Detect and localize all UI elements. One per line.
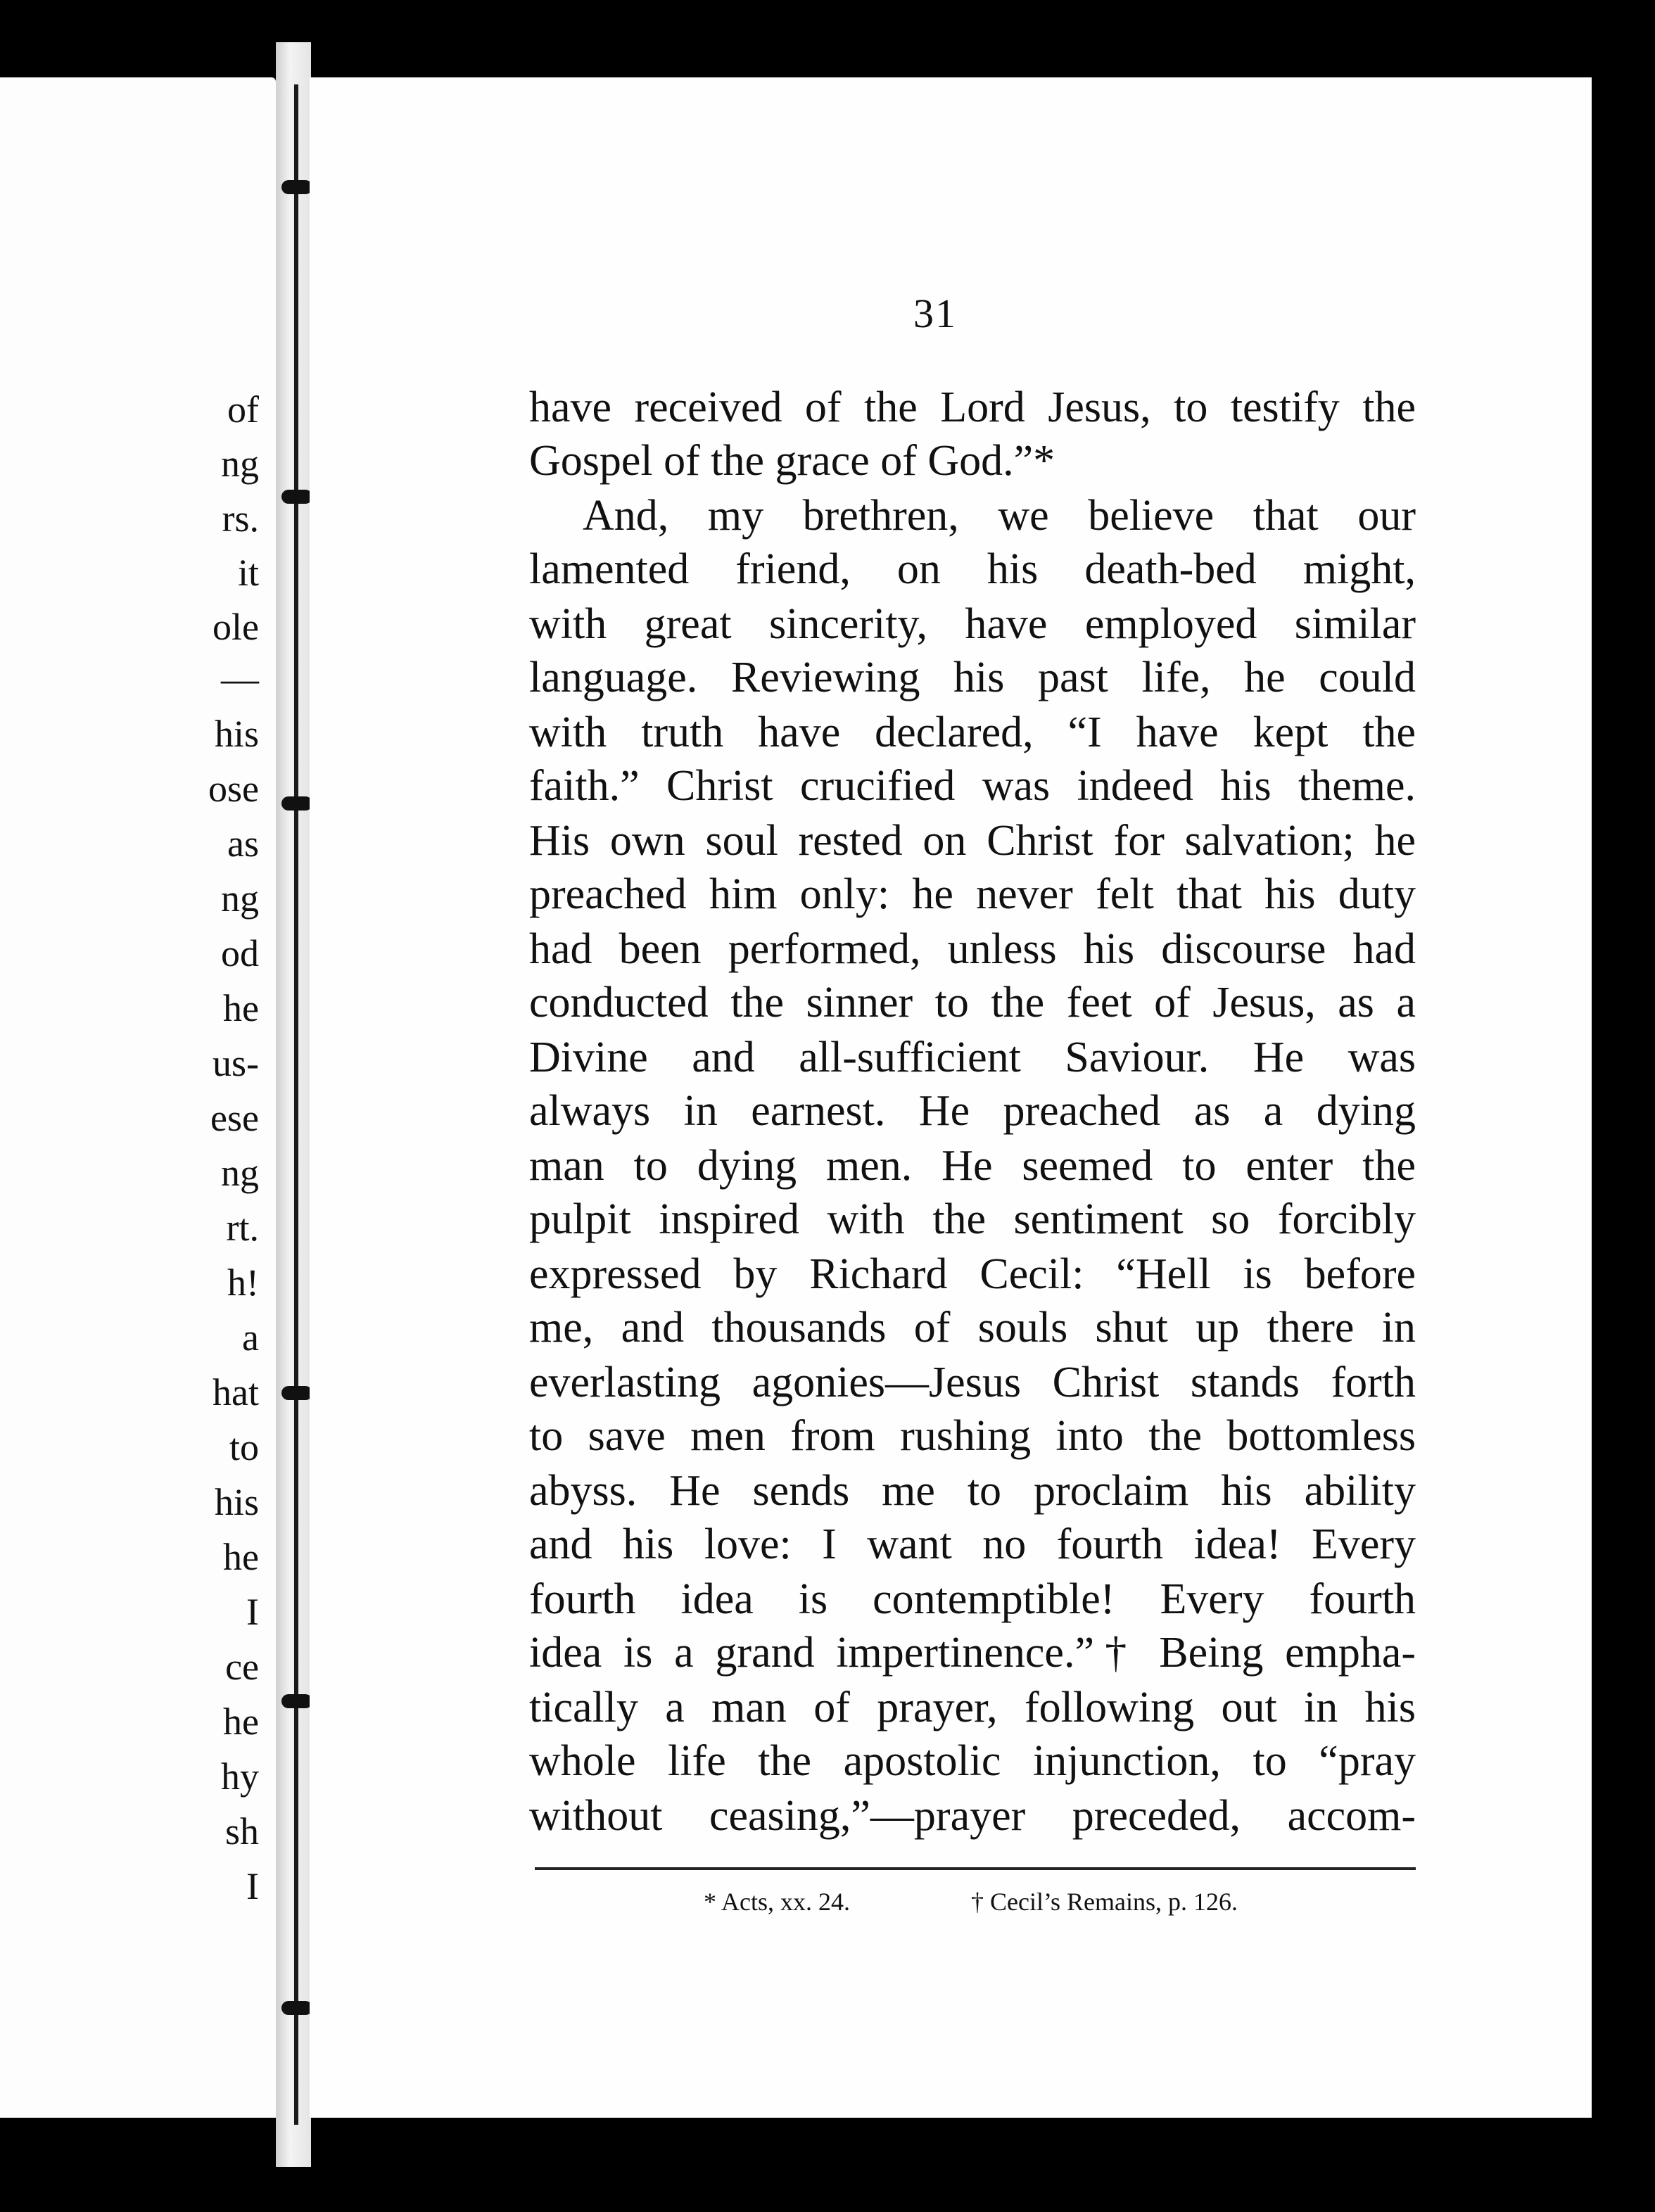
text-line: Gospel of the grace of God.”*	[529, 437, 1055, 485]
page-number: 31	[913, 291, 957, 336]
text-line: abyss. He sends me to proclaim his ability	[529, 1467, 1416, 1515]
left-text-fragment: ng	[221, 443, 259, 485]
left-text-fragment: to	[229, 1426, 259, 1468]
left-text-fragment: hat	[213, 1371, 259, 1413]
left-text-fragment: us-	[213, 1042, 259, 1084]
binding-stitch	[281, 1694, 312, 1708]
text-line: pulpit inspired with the sentiment so forcibly	[529, 1195, 1416, 1243]
text-line: always in earnest. He preached as a dying	[529, 1087, 1416, 1135]
left-text-fragment: sh	[224, 1810, 259, 1852]
scan-border	[1592, 0, 1655, 2212]
left-text-fragment: ole	[213, 606, 259, 648]
text-line: have received of the Lord Jesus, to testify the	[529, 383, 1416, 431]
left-text-fragment: I	[246, 1865, 259, 1907]
text-line: with great sincerity, have employed similar	[529, 600, 1416, 648]
text-line: with truth have declared, “I have kept the	[529, 708, 1416, 756]
left-text-fragment: rs.	[222, 497, 259, 540]
left-text-fragment: h!	[227, 1261, 259, 1304]
binding-spine	[294, 84, 298, 2125]
text-line: lamented friend, on his death-bed might,	[529, 545, 1416, 593]
left-text-fragment: rt.	[226, 1207, 259, 1249]
left-text-fragment: he	[223, 987, 259, 1029]
text-line: man to dying men. He seemed to enter the	[529, 1142, 1416, 1190]
text-line: me, and thousands of souls shut up there in	[529, 1304, 1416, 1352]
text-line: idea is a grand impertinence.”† Being empha-	[529, 1629, 1416, 1677]
left-text-fragment: he	[223, 1701, 259, 1743]
left-page-fragment	[0, 77, 276, 2118]
text-line: without ceasing,”—prayer preceded, accom-	[529, 1792, 1416, 1840]
left-text-fragment: of	[227, 388, 259, 431]
text-line: to save men from rushing into the bottomless	[529, 1412, 1416, 1460]
text-line: expressed by Richard Cecil: “Hell is before	[529, 1250, 1416, 1298]
binding-stitch	[281, 1386, 312, 1400]
text-line: preached him only: he never felt that his duty	[529, 870, 1416, 918]
left-text-fragment: he	[223, 1536, 259, 1578]
text-line: language. Reviewing his past life, he could	[529, 654, 1416, 701]
footnote: † Cecil’s Remains, p. 126.	[971, 1888, 1238, 1916]
left-text-fragment: ese	[210, 1097, 259, 1139]
left-text-fragment: —	[221, 658, 259, 700]
left-text-fragment: hy	[221, 1755, 259, 1798]
text-line: tically a man of prayer, following out in his	[529, 1684, 1416, 1731]
text-line: whole life the apostolic injunction, to “pray	[529, 1737, 1416, 1785]
book-gutter	[276, 42, 311, 2167]
text-line: and his love: I want no fourth idea! Every	[529, 1520, 1416, 1568]
binding-stitch	[281, 180, 312, 194]
footnote-rule	[535, 1867, 1416, 1870]
left-text-fragment: it	[237, 552, 259, 594]
left-text-fragment: as	[227, 822, 259, 865]
left-text-fragment: his	[214, 713, 259, 755]
text-line: everlasting agonies—Jesus Christ stands forth	[529, 1359, 1416, 1406]
left-text-fragment: ng	[221, 877, 259, 920]
footnote: * Acts, xx. 24.	[704, 1888, 851, 1916]
left-text-fragment: I	[246, 1591, 259, 1633]
left-text-fragment: ce	[225, 1646, 259, 1688]
binding-stitch	[281, 796, 312, 811]
left-text-fragment: od	[221, 932, 259, 974]
text-line: fourth idea is contemptible! Every fourth	[529, 1575, 1416, 1623]
text-line: faith.” Christ crucified was indeed his theme.	[529, 762, 1416, 810]
binding-stitch	[281, 2001, 312, 2015]
left-text-fragment: his	[214, 1481, 259, 1523]
text-line: conducted the sinner to the feet of Jesus, as a	[529, 979, 1416, 1026]
text-line: And, my brethren, we believe that our	[583, 492, 1416, 540]
left-text-fragment: ose	[208, 768, 259, 810]
left-text-fragment: ng	[221, 1152, 259, 1194]
left-text-fragment: a	[242, 1316, 259, 1359]
text-line: Divine and all-sufficient Saviour. He was	[529, 1034, 1416, 1081]
text-line: His own soul rested on Christ for salvation; he	[529, 817, 1416, 865]
text-line: had been performed, unless his discourse had	[529, 925, 1416, 973]
binding-stitch	[281, 490, 312, 504]
